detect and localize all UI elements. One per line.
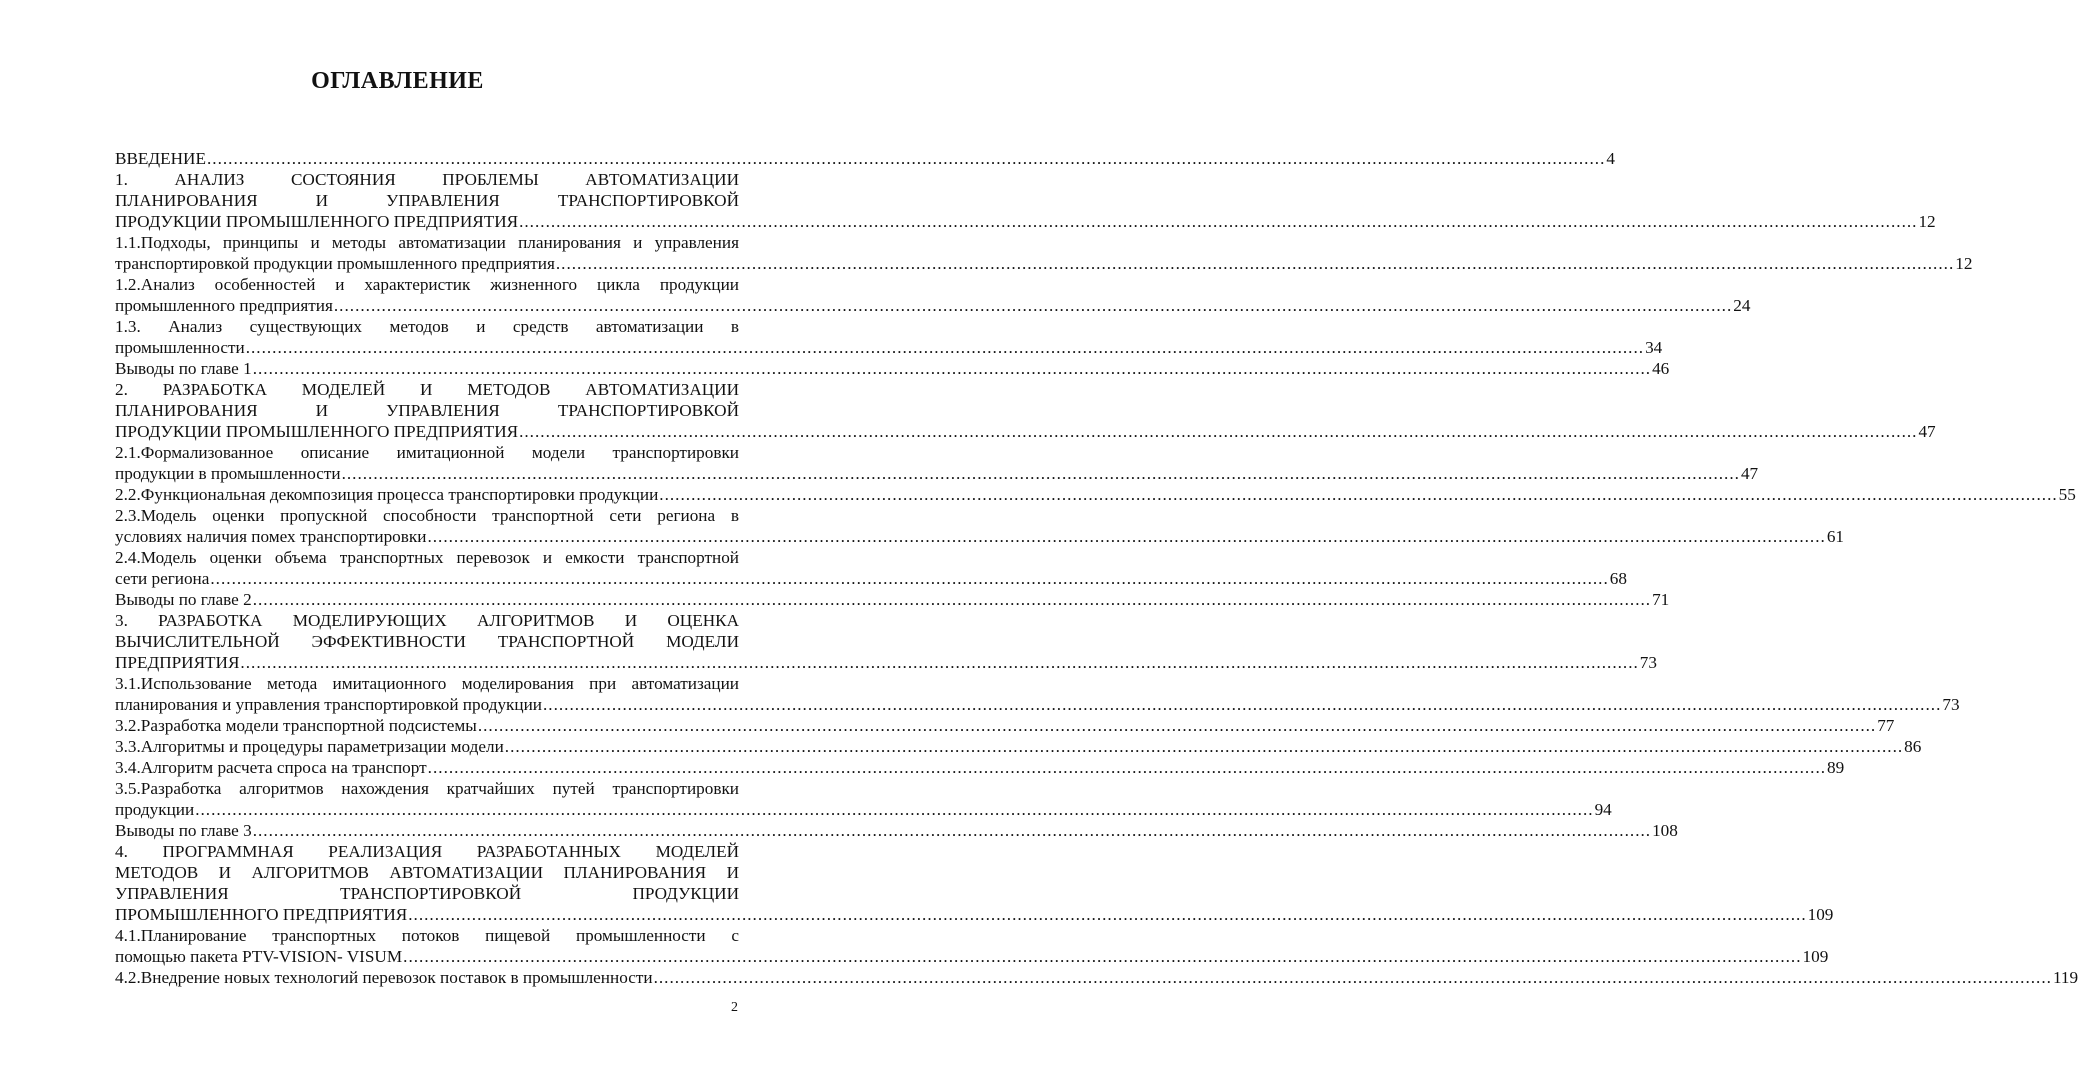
toc-entry-last-line xyxy=(115,736,1922,757)
toc-entry-page: 108 xyxy=(1652,821,1678,840)
toc-entry-last-line xyxy=(115,358,1670,379)
toc-entry-page: 109 xyxy=(1802,947,1829,966)
toc-entry-title: 4.2.Внедрение новых технологий перевозок поставок в промышленности xyxy=(115,968,653,987)
toc-entry xyxy=(115,715,1895,736)
toc-entry xyxy=(115,232,1973,274)
toc-entry xyxy=(115,736,1922,757)
toc-entry-last-line xyxy=(115,211,1936,232)
toc-entry-line: 4. ПРОГРАММНАЯ РЕАЛИЗАЦИЯ РАЗРАБОТАННЫХ МОДЕЛЕЙ xyxy=(115,842,739,861)
toc-entry-page: 77 xyxy=(1877,716,1895,735)
toc-entry-last-line xyxy=(115,904,1834,925)
toc-entry xyxy=(115,610,1657,673)
toc-entry xyxy=(115,778,1612,820)
toc-entry-last-line xyxy=(115,337,1663,358)
toc-entry-page: 73 xyxy=(1639,653,1657,672)
toc-entry xyxy=(115,925,1829,967)
toc-entry-title: помощью пакета PTV-VISION- VISUM xyxy=(115,947,403,966)
toc-entry-line: 2.1.Формализованное описание имитационной модели транспортировки xyxy=(115,443,739,462)
dot-leader xyxy=(427,526,1825,547)
toc-entry-last-line xyxy=(115,421,1936,442)
toc-entry-line: УПРАВЛЕНИЯ ТРАНСПОРТИРОВКОЙ ПРОДУКЦИИ xyxy=(115,884,739,903)
dot-leader xyxy=(195,799,1593,820)
toc-entry-page: 119 xyxy=(2052,968,2078,987)
toc-entry-line: ПЛАНИРОВАНИЯ И УПРАВЛЕНИЯ ТРАНСПОРТИРОВКОЙ xyxy=(115,401,739,420)
toc-entry-last-line xyxy=(115,967,2078,988)
toc-entry-last-line xyxy=(115,694,1960,715)
toc-entry xyxy=(115,547,1627,589)
toc-entry-last-line xyxy=(115,295,1751,316)
dot-leader xyxy=(334,295,1732,316)
toc-entry xyxy=(115,757,1845,778)
dot-leader xyxy=(240,652,1638,673)
dot-leader xyxy=(428,757,1826,778)
dot-leader xyxy=(478,715,1876,736)
toc-entry-page: 94 xyxy=(1594,800,1612,819)
toc-entry-title: 3.4.Алгоритм расчета спроса на транспорт xyxy=(115,758,427,777)
toc-entry-last-line xyxy=(115,715,1895,736)
toc-entry-page: 46 xyxy=(1652,359,1670,378)
toc-entry-title: ПРОДУКЦИИ ПРОМЫШЛЕННОГО ПРЕДПРИЯТИЯ xyxy=(115,212,519,231)
dot-leader xyxy=(408,904,1806,925)
dot-leader xyxy=(556,253,1954,274)
toc-entry-title: 2.2.Функциональная декомпозиция процесса транспортировки продукции xyxy=(115,485,659,504)
toc-entry-last-line xyxy=(115,757,1845,778)
toc-entry-title: ВВЕДЕНИЕ xyxy=(115,149,206,168)
toc-entry-line: 2.3.Модель оценки пропускной способности транспортной сети региона в xyxy=(115,506,739,525)
dot-leader xyxy=(654,967,2052,988)
toc-entry-page: 34 xyxy=(1645,338,1663,357)
toc-entry-line: ПЛАНИРОВАНИЯ И УПРАВЛЕНИЯ ТРАНСПОРТИРОВКОЙ xyxy=(115,191,739,210)
toc-entry-line: 1.2.Анализ особенностей и характеристик жизненного цикла продукции xyxy=(115,275,739,294)
dot-leader xyxy=(403,946,1801,967)
toc-entry-line: ВЫЧИСЛИТЕЛЬНОЙ ЭФФЕКТИВНОСТИ ТРАНСПОРТНОЙ МОДЕЛИ xyxy=(115,632,739,651)
toc-entry-line: 3.1.Использование метода имитационного моделирования при автоматизации xyxy=(115,674,739,693)
dot-leader xyxy=(253,820,1651,841)
toc-entry xyxy=(115,379,1936,442)
toc-entry-title: условиях наличия помех транспортировки xyxy=(115,527,427,546)
toc-entry-title: транспортировкой продукции промышленного предприятия xyxy=(115,254,555,273)
toc-entry xyxy=(115,358,1670,379)
toc-entry-title: промышленного предприятия xyxy=(115,296,333,315)
toc-entry-title: ПРОДУКЦИИ ПРОМЫШЛЕННОГО ПРЕДПРИЯТИЯ xyxy=(115,422,519,441)
toc-entry xyxy=(115,967,2078,988)
toc-entry-title: Выводы по главе 2 xyxy=(115,590,252,609)
toc-entry xyxy=(115,169,1936,232)
toc-entry-page: 47 xyxy=(1918,422,1936,441)
toc-entry xyxy=(115,505,1844,547)
dot-leader xyxy=(246,337,1644,358)
toc-entry-page: 89 xyxy=(1827,758,1845,777)
toc-entry xyxy=(115,589,1670,610)
toc-entry-page: 55 xyxy=(2058,485,2076,504)
dot-leader xyxy=(253,589,1651,610)
toc-entry-line: 4.1.Планирование транспортных потоков пищевой промышленности с xyxy=(115,926,739,945)
toc-entry-title: 3.2.Разработка модели транспортной подсистемы xyxy=(115,716,477,735)
page-title: ОГЛАВЛЕНИЕ xyxy=(311,68,484,94)
dot-leader xyxy=(253,358,1651,379)
toc-entry-last-line xyxy=(115,526,1844,547)
toc-entry-page: 68 xyxy=(1609,569,1627,588)
toc-entry-title: ПРОМЫШЛЕННОГО ПРЕДПРИЯТИЯ xyxy=(115,905,408,924)
toc-entry xyxy=(115,148,1615,169)
toc-entry-page: 4 xyxy=(1606,149,1615,168)
dot-leader xyxy=(210,568,1608,589)
toc-entry-page: 61 xyxy=(1826,527,1844,546)
toc-entry-line: 3.5.Разработка алгоритмов нахождения кратчайших путей транспортировки xyxy=(115,779,739,798)
toc-entry-last-line xyxy=(115,589,1670,610)
dot-leader xyxy=(543,694,1941,715)
table-of-contents xyxy=(115,148,2078,988)
toc-entry xyxy=(115,841,1834,925)
toc-entry-title: планирования и управления транспортировкой продукции xyxy=(115,695,542,714)
toc-entry xyxy=(115,484,2076,505)
dot-leader xyxy=(207,148,1605,169)
toc-entry-page: 86 xyxy=(1904,737,1922,756)
toc-entry-title: промышленности xyxy=(115,338,245,357)
toc-entry-title: Выводы по главе 3 xyxy=(115,821,252,840)
toc-entry-line: 3. РАЗРАБОТКА МОДЕЛИРУЮЩИХ АЛГОРИТМОВ И ОЦЕНКА xyxy=(115,611,739,630)
toc-entry-title: Выводы по главе 1 xyxy=(115,359,252,378)
dot-leader xyxy=(659,484,2057,505)
toc-entry-page: 24 xyxy=(1733,296,1751,315)
dot-leader xyxy=(342,463,1740,484)
toc-entry-title: сети региона xyxy=(115,569,210,588)
toc-entry-line: 1.1.Подходы, принципы и методы автоматизации планирования и управления xyxy=(115,233,739,252)
toc-entry-page: 109 xyxy=(1807,905,1834,924)
dot-leader xyxy=(505,736,1903,757)
toc-entry-last-line xyxy=(115,484,2076,505)
toc-entry-last-line xyxy=(115,148,1615,169)
toc-entry-last-line xyxy=(115,820,1678,841)
toc-entry xyxy=(115,673,1960,715)
toc-entry xyxy=(115,316,1663,358)
toc-entry-title: продукции в промышленности xyxy=(115,464,341,483)
toc-entry-page: 12 xyxy=(1918,212,1936,231)
toc-entry-page: 71 xyxy=(1652,590,1670,609)
toc-entry-last-line xyxy=(115,568,1627,589)
toc-entry-page: 47 xyxy=(1740,464,1759,483)
toc-entry-line: 1. АНАЛИЗ СОСТОЯНИЯ ПРОБЛЕМЫ АВТОМАТИЗАЦИИ xyxy=(115,170,739,189)
toc-entry-page: 12 xyxy=(1955,254,1973,273)
toc-entry-line: 2. РАЗРАБОТКА МОДЕЛЕЙ И МЕТОДОВ АВТОМАТИЗАЦИИ xyxy=(115,380,739,399)
toc-entry xyxy=(115,274,1751,316)
toc-entry xyxy=(115,820,1678,841)
toc-entry-last-line xyxy=(115,652,1657,673)
dot-leader xyxy=(519,421,1917,442)
toc-entry-title: 3.3.Алгоритмы и процедуры параметризации модели xyxy=(115,737,504,756)
page-number: 2 xyxy=(731,1000,738,1015)
toc-entry-last-line xyxy=(115,946,1829,967)
toc-entry-last-line xyxy=(115,253,1973,274)
toc-entry-page: 73 xyxy=(1942,695,1960,714)
toc-entry xyxy=(115,442,1759,484)
toc-entry-line: МЕТОДОВ И АЛГОРИТМОВ АВТОМАТИЗАЦИИ ПЛАНИРОВАНИЯ И xyxy=(115,863,739,882)
toc-entry-last-line xyxy=(115,799,1612,820)
toc-entry-title: продукции xyxy=(115,800,195,819)
dot-leader xyxy=(519,211,1917,232)
toc-entry-line: 2.4.Модель оценки объема транспортных перевозок и емкости транспортной xyxy=(115,548,739,567)
toc-entry-last-line xyxy=(115,463,1759,484)
toc-entry-line: 1.3. Анализ существующих методов и средств автоматизации в xyxy=(115,317,739,336)
toc-entry-title: ПРЕДПРИЯТИЯ xyxy=(115,653,240,672)
